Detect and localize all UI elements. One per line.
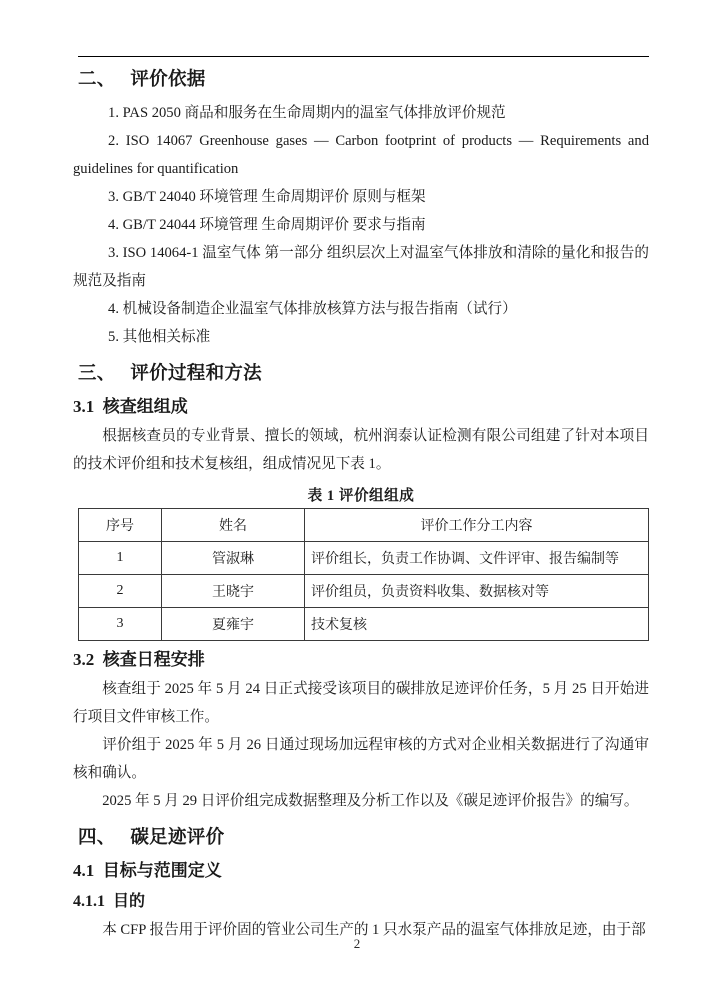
table-caption: 表 1 评价组组成 (307, 488, 415, 505)
page-content (73, 56, 649, 944)
heading-section-3: 三、 评价过程和方法 (78, 363, 262, 384)
table-row (79, 608, 649, 641)
heading-section-4-1-1: 4.1.1 目的 (73, 892, 146, 910)
paragraph-section-3-2-b: 评价组于 2025 年 5 月 26 日通过现场加远程审核的方式对企业相关数据进行了沟通审核和确认。 (73, 736, 649, 781)
paragraph-section-3-2-a: 核查组于 2025 年 5 月 24 日正式接受该项目的碳排放足迹评价任务，5 月 25 日开始进行项目文件审核工作。 (73, 680, 649, 725)
table-cell-no: 3 (79, 608, 162, 641)
reference-item-6: 4. 机械设备制造企业温室气体排放核算方法与报告指南（试行） (108, 300, 517, 317)
paragraph-section-3-2-c: 2025 年 5 月 29 日评价组完成数据整理及分析工作以及《碳足迹评价报告》的编写。 (102, 792, 639, 809)
table-cell-name: 夏雍宇 (162, 608, 305, 641)
paragraph-section-3-1: 根据核查员的专业背景、擅长的领域，杭州润泰认证检测有限公司组建了针对本项目的技术评价组和技术复核组，组成情况见下表 1。 (73, 427, 649, 472)
paragraph-section-4-1-1: 本 CFP 报告用于评价固的管业公司生产的 1 只水泵产品的温室气体排放足迹，由于部 (102, 921, 646, 938)
table-cell-name: 管淑琳 (162, 542, 305, 575)
table-cell-duties: 技术复核 (305, 608, 649, 641)
reference-item-5: 3. ISO 14064-1 温室气体 第一部分 组织层次上对温室气体排放和清除的量化和报告的规范及指南 (73, 244, 649, 289)
heading-section-4-1: 4.1 目标与范围定义 (73, 861, 222, 881)
table-cell-no: 2 (79, 575, 162, 608)
table-cell-duties: 评价组员，负责资料收集、数据核对等 (305, 575, 649, 608)
heading-section-3-1: 3.1 核查组组成 (73, 397, 188, 417)
table-header-row (79, 509, 649, 542)
table-head (79, 509, 649, 542)
table-row (79, 575, 649, 608)
reference-item-2: 2. ISO 14067 Greenhouse gases — Carbon footprint of products — Requirements and guidelines for quantification (73, 132, 649, 177)
page-number: 2 (353, 936, 361, 951)
heading-section-4: 四、 碳足迹评价 (78, 827, 225, 848)
reference-item-3: 3. GB/T 24040 环境管理 生命周期评价 原则与框架 (108, 188, 426, 205)
reference-item-7: 5. 其他相关标准 (108, 328, 211, 345)
evaluation-team-table (78, 508, 649, 641)
reference-item-4: 4. GB/T 24044 环境管理 生命周期评价 要求与指南 (108, 216, 426, 233)
table-cell-name: 王晓宇 (162, 575, 305, 608)
table-cell-duties: 评价组长，负责工作协调、文件评审、报告编制等 (305, 542, 649, 575)
table-header-duties: 评价工作分工内容 (305, 509, 649, 542)
table-header-name: 姓名 (162, 509, 305, 542)
table-body (79, 542, 649, 641)
reference-item-1: 1. PAS 2050 商品和服务在生命周期内的温室气体排放评价规范 (108, 104, 506, 121)
table-header-no: 序号 (79, 509, 162, 542)
table-cell-no: 1 (79, 542, 162, 575)
header-separator-rule (78, 56, 649, 57)
heading-section-3-2: 3.2 核查日程安排 (73, 650, 205, 670)
heading-section-2: 二、 评价依据 (78, 70, 206, 90)
table-row (79, 542, 649, 575)
